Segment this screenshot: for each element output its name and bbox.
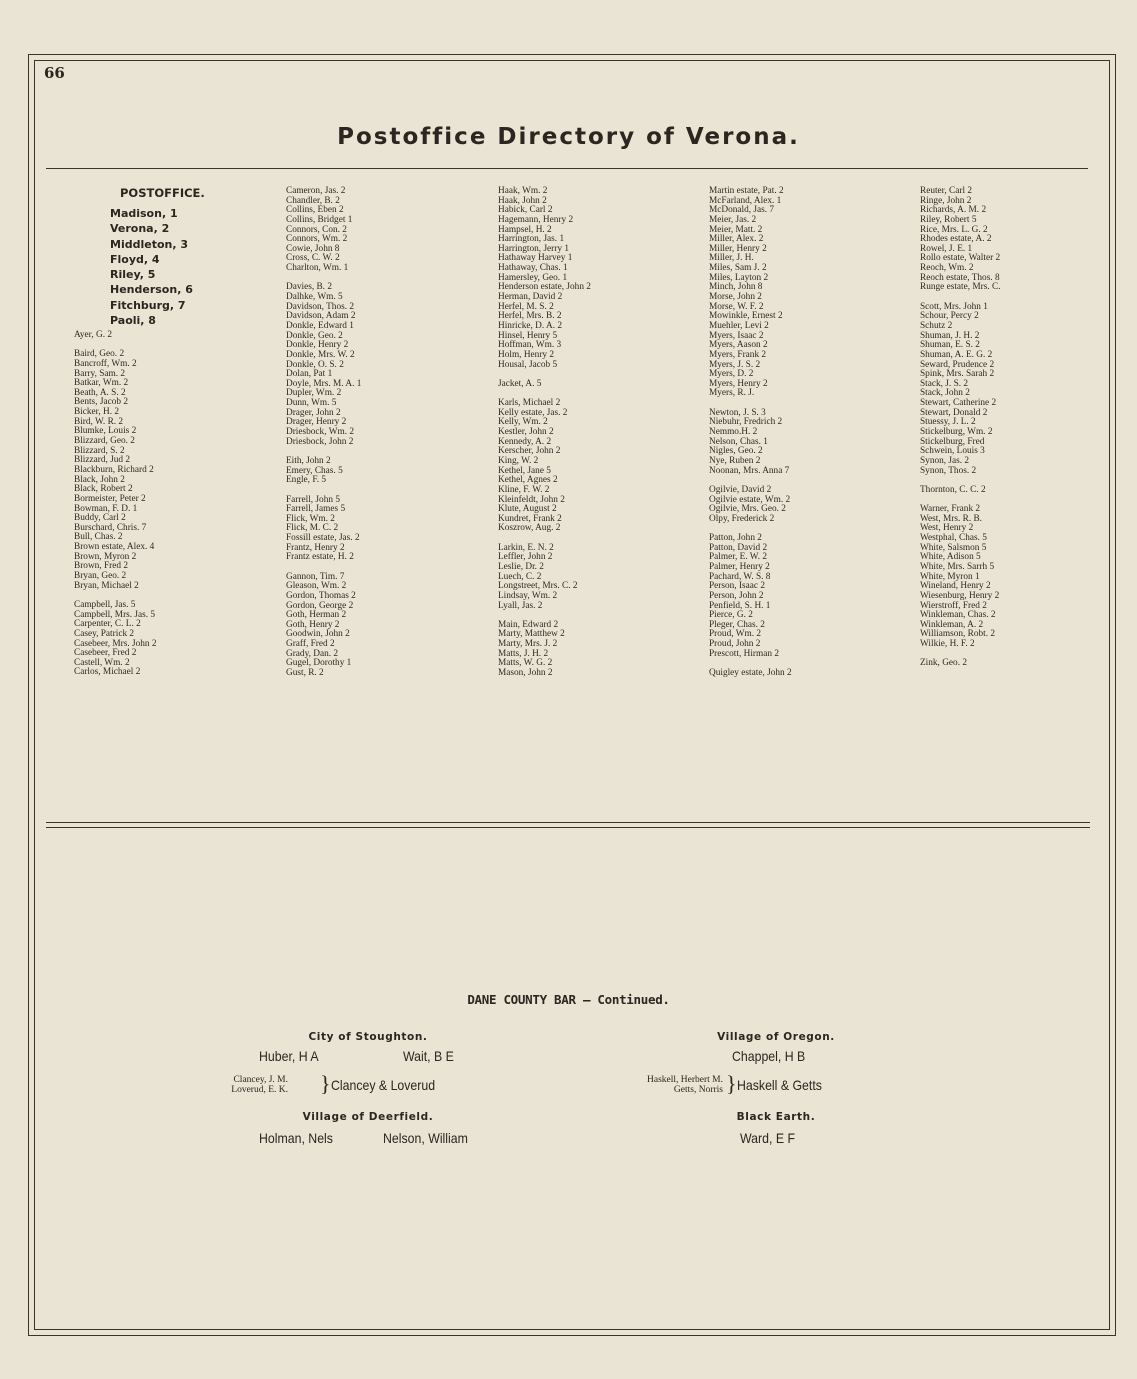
- directory-entry: Drager, Henry 2: [286, 417, 347, 428]
- directory-entry: Rhodes estate, A. 2: [920, 234, 992, 245]
- directory-entry: Stack, John 2: [920, 388, 970, 399]
- directory-entry: Goth, Herman 2: [286, 610, 347, 621]
- brace-icon: }: [320, 1071, 331, 1096]
- directory-entry: Bormeister, Peter 2: [74, 493, 146, 504]
- directory-entry: Davidson, Thos. 2: [286, 301, 355, 312]
- lawyer-huber: Huber, H A: [259, 1048, 319, 1064]
- directory-entry: Schour, Percy 2: [920, 311, 979, 322]
- page-title: Postoffice Directory of Verona.: [337, 124, 800, 150]
- directory-entry: Main, Edward 2: [498, 619, 559, 630]
- directory-entry: Donkle, Mrs. W. 2: [286, 349, 355, 360]
- black-earth-heading: Black Earth.: [736, 1111, 816, 1123]
- directory-entry: Burschard, Chris. 7: [74, 522, 147, 533]
- directory-entry: Donkle, Henry 2: [286, 340, 349, 351]
- directory-column-r-z: [920, 187, 1001, 669]
- directory-entry: Driesbock, John 2: [286, 436, 354, 447]
- directory-entry: Donkle, Edward 1: [286, 320, 354, 331]
- directory-entry: Palmer, E. W. 2: [709, 552, 767, 563]
- directory-entry: Olpy, Frederick 2: [709, 513, 775, 524]
- directory-entry: Housal, Jacob 5: [498, 359, 558, 370]
- directory-entry: Minch, John 8: [709, 282, 763, 293]
- directory-entry: Grady, Dan. 2: [286, 648, 339, 659]
- directory-entry: Rice, Mrs. L. G. 2: [920, 224, 988, 235]
- oregon-heading: Village of Oregon.: [717, 1031, 835, 1043]
- partner-getts: Getts, Norris: [673, 1084, 723, 1095]
- directory-entry: Quigley estate, John 2: [709, 668, 792, 679]
- directory-entry: West, Mrs. R. B.: [920, 513, 983, 524]
- directory-entry: Patton, John 2: [709, 533, 762, 544]
- directory-entry: Charlton, Wm. 1: [286, 263, 349, 274]
- postoffice-item: Floyd, 4: [110, 252, 160, 266]
- directory-entry: Prescott, Hirman 2: [709, 648, 779, 659]
- directory-entry: King, W. 2: [498, 455, 539, 466]
- directory-entry: Hathaway, Chas. 1: [498, 263, 568, 274]
- directory-entry: Morse, W. F. 2: [709, 301, 764, 312]
- directory-entry: Myers, Frank 2: [709, 349, 767, 360]
- directory-entry: Myers, R. J.: [709, 388, 755, 399]
- directory-entry: Rollo estate, Walter 2: [920, 253, 1001, 264]
- postoffice-item: Paoli, 8: [110, 314, 156, 328]
- directory-entry: Pleger, Chas. 2: [709, 619, 765, 630]
- directory-entry: Myers, J. S. 2: [709, 359, 761, 370]
- directory-entry: Leffler, John 2: [498, 552, 553, 563]
- directory-entry: Blizzard, S. 2: [74, 445, 125, 456]
- directory-entry: White, Adison 5: [920, 552, 981, 563]
- directory-entry: Miller, J. H.: [709, 253, 754, 264]
- directory-entry: Frantz, Henry 2: [286, 542, 345, 553]
- directory-entry: Holm, Henry 2: [498, 349, 555, 360]
- directory-entry: Person, John 2: [709, 590, 764, 601]
- directory-entry: Patton, David 2: [709, 542, 768, 553]
- directory-entry: Miles, Layton 2: [709, 272, 769, 283]
- directory-entry: Flick, M. C. 2: [286, 523, 339, 534]
- directory-entry: Winkleman, Chas. 2: [920, 610, 996, 621]
- directory-entry: Zink, Geo. 2: [920, 658, 967, 669]
- directory-entry: Richards, A. M. 2: [920, 205, 987, 216]
- partner-loverud: Loverud, E. K.: [231, 1084, 288, 1095]
- directory-entry: Gleason, Wm. 2: [286, 581, 347, 592]
- directory-entry: Black, John 2: [74, 474, 125, 485]
- directory-entry: Klute, August 2: [498, 504, 557, 515]
- directory-entry: Koszrow, Aug. 2: [498, 523, 561, 534]
- directory-entry: Mowinkle, Ernest 2: [709, 311, 783, 322]
- postoffice-list: [110, 206, 205, 328]
- directory-entry: McFarland, Alex. 1: [709, 195, 782, 206]
- directory-entry: Longstreet, Mrs. C. 2: [498, 581, 578, 592]
- directory-entry: Drager, John 2: [286, 407, 341, 418]
- lawyer-chappel: Chappel, H B: [732, 1048, 806, 1064]
- directory-entry: Nelson, Chas. 1: [709, 436, 768, 447]
- directory-entry: Kelly, Wm. 2: [498, 417, 548, 428]
- title-divider: [46, 168, 1088, 169]
- directory-entry: Pachard, W. S. 8: [709, 571, 771, 582]
- directory-entry: Bryan, Geo. 2: [74, 571, 127, 582]
- directory-entry: Herfel, Mrs. B. 2: [498, 311, 562, 322]
- directory-entry: Graff, Fred 2: [286, 639, 335, 650]
- directory-entry: Batkar, Wm. 2: [74, 378, 129, 389]
- directory-entry: Kline, F. W. 2: [498, 484, 550, 495]
- partner-clancey: Clancey, J. M.: [233, 1075, 288, 1085]
- directory-entry: Wiesenburg, Henry 2: [920, 590, 1000, 601]
- directory-entry: Winkleman, A. 2: [920, 619, 984, 630]
- directory-entry: Nemmo.H. 2: [709, 427, 758, 438]
- directory-entry: Chandler, B. 2: [286, 195, 340, 206]
- directory-entry: Harrington, Jas. 1: [498, 234, 565, 245]
- directory-entry: Myers, D. 2: [709, 369, 754, 380]
- directory-entry: Gust, R. 2: [286, 668, 324, 679]
- directory-entry: Riley, Robert 5: [920, 214, 977, 225]
- directory-entry: Haak, John 2: [498, 195, 547, 206]
- firm-haskell-getts: Haskell & Getts: [737, 1077, 822, 1093]
- directory-entry: Stack, J. S. 2: [920, 378, 969, 389]
- directory-entry: Miller, Alex. 2: [709, 234, 764, 245]
- bar-section-title: DANE COUNTY BAR — Continued.: [467, 992, 670, 1007]
- directory-entry: Connors, Wm. 2: [286, 234, 348, 245]
- directory-entry: Runge estate, Mrs. C.: [920, 282, 1001, 293]
- directory-entry: Barry, Sam. 2: [74, 368, 126, 379]
- directory-entry: Schwein, Louis 3: [920, 446, 985, 457]
- directory-entry: Farrell, James 5: [286, 504, 346, 515]
- directory-entry: Kundret, Frank 2: [498, 513, 562, 524]
- directory-entry: Noonan, Mrs. Anna 7: [709, 465, 790, 476]
- directory-entry: Kleinfeldt, John 2: [498, 494, 565, 505]
- directory-entry: Kestler, John 2: [498, 427, 554, 438]
- directory-entry: Herman, David 2: [498, 292, 563, 303]
- directory-entry: Reuter, Carl 2: [920, 186, 973, 196]
- directory-entry: Miller, Henry 2: [709, 243, 767, 254]
- directory-entry: Haak, Wm. 2: [498, 186, 548, 196]
- directory-entry: Blizzard, Jud 2: [74, 455, 131, 466]
- postoffice-item: Middleton, 3: [110, 237, 189, 251]
- directory-entry: Wierstroff, Fred 2: [920, 600, 987, 611]
- postoffice-item: Fitchburg, 7: [110, 298, 186, 312]
- directory-entry: Casebeer, Fred 2: [74, 648, 137, 659]
- directory-entry: Warner, Frank 2: [920, 504, 981, 515]
- directory-entry: Davies, B. 2: [286, 282, 332, 293]
- directory-entry: Hamersley, Geo. 1: [498, 272, 568, 283]
- directory-entry: Kerscher, John 2: [498, 446, 561, 457]
- directory-entry: Dalhke, Wm. 5: [286, 292, 343, 303]
- directory-entry: White, Myron 1: [920, 571, 980, 582]
- directory-entry: Baird, Geo. 2: [74, 349, 125, 360]
- directory-entry: Palmer, Henry 2: [709, 561, 770, 572]
- directory-entry: Bull, Chas. 2: [74, 532, 123, 543]
- directory-entry: Carpenter, C. L. 2: [74, 619, 141, 630]
- directory-entry: Meier, Matt. 2: [709, 224, 763, 235]
- stoughton-heading: City of Stoughton.: [308, 1031, 428, 1043]
- directory-entry: Goth, Henry 2: [286, 619, 340, 630]
- directory-entry: Muehler, Levi 2: [709, 320, 769, 331]
- directory-entry: Gordon, George 2: [286, 600, 354, 611]
- directory-entry: Campbell, Mrs. Jas. 5: [74, 609, 156, 620]
- directory-entry: Ayer, G. 2: [74, 330, 113, 340]
- directory-entry: Gannon, Tim. 7: [286, 571, 345, 582]
- postoffice-legend: [110, 186, 205, 328]
- directory-entry: Myers, Aason 2: [709, 340, 768, 351]
- directory-entry: Meier, Jas. 2: [709, 214, 757, 225]
- postoffice-item: Riley, 5: [110, 268, 156, 282]
- directory-entry: Donkle, Geo. 2: [286, 330, 343, 341]
- directory-entry: Reoch, Wm. 2: [920, 263, 974, 274]
- directory-entry: Hathaway Harvey 1: [498, 253, 573, 264]
- directory-entry: Ringe, John 2: [920, 195, 972, 206]
- oregon-partners: [643, 1076, 723, 1095]
- directory-entry: Person, Isaac 2: [709, 581, 766, 592]
- directory-entry: Westphal, Chas. 5: [920, 533, 987, 544]
- firm-clancey-loverud: Clancey & Loverud: [331, 1077, 436, 1093]
- directory-entry: Connors, Con. 2: [286, 224, 347, 235]
- directory-column-a-c: [74, 331, 157, 678]
- directory-entry: Davidson, Adam 2: [286, 311, 356, 322]
- directory-entry: Penfield, S. H. 1: [709, 600, 771, 611]
- directory-entry: Emery, Chas. 5: [286, 465, 343, 476]
- directory-entry: Casebeer, Mrs. John 2: [74, 638, 157, 649]
- directory-entry: Hampsel, H. 2: [498, 224, 552, 235]
- directory-entry: West, Henry 2: [920, 523, 974, 534]
- directory-entry: Rowel, J. E. 1: [920, 243, 973, 254]
- postoffice-item: Madison, 1: [110, 207, 178, 220]
- directory-entry: Blumke, Louis 2: [74, 426, 137, 437]
- directory-entry: Spink, Mrs. Sarah 2: [920, 369, 995, 380]
- directory-entry: Miles, Sam J. 2: [709, 263, 767, 274]
- directory-entry: Morse, John 2: [709, 292, 762, 303]
- directory-entry: Newton, J. S. 3: [709, 407, 766, 418]
- directory-entry: Niebuhr, Fredrich 2: [709, 417, 783, 428]
- directory-entry: Kethel, Agnes 2: [498, 475, 558, 486]
- directory-entry: Stuessy, J. L. 2: [920, 417, 976, 428]
- directory-entry: Donkle, O. S. 2: [286, 359, 344, 370]
- directory-entry: Dunn, Wm. 5: [286, 398, 337, 409]
- partner-haskell: Haskell, Herbert M.: [647, 1075, 723, 1085]
- directory-entry: Nigles, Geo. 2: [709, 446, 763, 457]
- directory-entry: Cameron, Jas. 2: [286, 186, 346, 196]
- directory-entry: Proud, Wm. 2: [709, 629, 761, 640]
- directory-entry: Matts, J. H. 2: [498, 648, 549, 659]
- lawyer-nelson: Nelson, William: [383, 1130, 468, 1146]
- directory-entry: Ogilvie estate, Wm. 2: [709, 494, 791, 505]
- directory-entry: Karls, Michael 2: [498, 398, 561, 409]
- directory-entry: Wineland, Henry 2: [920, 581, 991, 592]
- page-number: 66: [44, 64, 65, 82]
- directory-entry: Frantz estate, H. 2: [286, 552, 354, 563]
- directory-entry: Larkin, E. N. 2: [498, 542, 554, 553]
- directory-entry: Cowie, John 8: [286, 243, 340, 254]
- directory-entry: Myers, Henry 2: [709, 378, 768, 389]
- directory-entry: Luech, C. 2: [498, 571, 542, 582]
- directory-entry: Stewart, Donald 2: [920, 407, 988, 418]
- directory-entry: Hinricke, D. A. 2: [498, 320, 563, 331]
- deerfield-heading: Village of Deerfield.: [302, 1111, 434, 1123]
- directory-entry: Henderson estate, John 2: [498, 282, 591, 293]
- directory-entry: Shuman, J. H. 2: [920, 330, 980, 341]
- directory-entry: Williamson, Robt. 2: [920, 629, 996, 640]
- directory-column-c-g: [286, 187, 361, 679]
- directory-entry: Cross, C. W. 2: [286, 253, 340, 264]
- directory-entry: Bryan, Michael 2: [74, 580, 139, 591]
- directory-entry: Brown, Fred 2: [74, 561, 128, 572]
- directory-entry: Reoch estate, Thos. 8: [920, 272, 1000, 283]
- directory-entry: Blizzard, Geo. 2: [74, 436, 135, 447]
- lawyer-ward: Ward, E F: [740, 1130, 795, 1146]
- directory-entry: Synon, Thos. 2: [920, 465, 977, 476]
- directory-entry: Flick, Wm. 2: [286, 513, 335, 524]
- directory-entry: Gordon, Thomas 2: [286, 590, 356, 601]
- directory-entry: Harrington, Jerry 1: [498, 243, 569, 254]
- directory-entry: Engle, F. 5: [286, 475, 327, 486]
- directory-entry: Synon, Jas. 2: [920, 455, 970, 466]
- directory-entry: Doyle, Mrs. M. A. 1: [286, 378, 362, 389]
- directory-entry: Driesbock, Wm. 2: [286, 427, 354, 438]
- directory-entry: Stickelburg, Fred: [920, 436, 985, 447]
- directory-entry: Collins, Bridget 1: [286, 214, 353, 225]
- directory-entry: Shuman, A. E. G. 2: [920, 349, 993, 360]
- lawyer-holman: Holman, Nels: [259, 1130, 333, 1146]
- directory-entry: Martin estate, Pat. 2: [709, 186, 784, 196]
- postoffice-item: Verona, 2: [110, 222, 170, 236]
- directory-column-h-m: [498, 187, 591, 679]
- directory-entry: Leslie, Dr. 2: [498, 561, 544, 572]
- directory-entry: Hoffman, Wm. 3: [498, 340, 562, 351]
- directory-entry: Hinsel, Henry 5: [498, 330, 558, 341]
- directory-entry: Wilkie, H. F. 2: [920, 639, 975, 650]
- directory-entry: Buddy, Carl 2: [74, 513, 126, 524]
- directory-entry: Matts, W. G. 2: [498, 658, 553, 669]
- directory-entry: Eith, John 2: [286, 455, 331, 466]
- directory-entry: Beath, A. S. 2: [74, 387, 126, 398]
- directory-entry: Brown, Myron 2: [74, 551, 137, 562]
- directory-entry: Black, Robert 2: [74, 484, 133, 495]
- postoffice-heading: POSTOFFICE.: [120, 186, 205, 200]
- directory-entry: Proud, John 2: [709, 639, 761, 650]
- directory-entry: Gugel, Dorothy 1: [286, 658, 352, 669]
- directory-entry: Collins, Eben 2: [286, 205, 344, 216]
- directory-entry: Dupler, Wm. 2: [286, 388, 342, 399]
- section-divider-bottom: [46, 827, 1090, 828]
- directory-entry: White, Salsmon 5: [920, 542, 987, 553]
- directory-entry: Pierce, G. 2: [709, 610, 753, 621]
- directory-entry: Lindsay, Wm. 2: [498, 590, 558, 601]
- directory-entry: Hagemann, Henry 2: [498, 214, 574, 225]
- directory-entry: Schutz 2: [920, 320, 953, 331]
- directory-entry: Seward, Prudence 2: [920, 359, 995, 370]
- directory-entry: Casey, Patrick 2: [74, 628, 135, 639]
- directory-entry: Thornton, C. C. 2: [920, 484, 986, 495]
- directory-entry: Kethel, Jane 5: [498, 465, 551, 476]
- postoffice-item: Henderson, 6: [110, 283, 193, 297]
- directory-entry: Castell, Wm. 2: [74, 657, 130, 668]
- directory-entry: Bird, W. R. 2: [74, 416, 124, 427]
- directory-entry: Fossill estate, Jas. 2: [286, 533, 360, 544]
- directory-entry: Bents, Jacob 2: [74, 397, 128, 408]
- directory-entry: Goodwin, John 2: [286, 629, 350, 640]
- directory-entry: Bicker, H. 2: [74, 407, 120, 418]
- directory-entry: Shuman, E. S. 2: [920, 340, 980, 351]
- directory-entry: Stickelburg, Wm. 2: [920, 427, 993, 438]
- directory-entry: Blackburn, Richard 2: [74, 464, 154, 475]
- directory-entry: Mason, John 2: [498, 668, 553, 679]
- directory-entry: Scott, Mrs. John 1: [920, 301, 988, 312]
- directory-entry: McDonald, Jas. 7: [709, 205, 775, 216]
- directory-entry: Dolan, Pat 1: [286, 369, 333, 380]
- directory-entry: Marty, Mrs. J. 2: [498, 639, 558, 650]
- directory-entry: Bancroff, Wm. 2: [74, 358, 137, 369]
- directory-column-m-q: [709, 187, 792, 679]
- directory-entry: Carlos, Michael 2: [74, 667, 141, 678]
- directory-entry: Bowman, F. D. 1: [74, 503, 138, 514]
- directory-entry: Lyall, Jas. 2: [498, 600, 543, 611]
- directory-entry: Myers, Isaac 2: [709, 330, 764, 341]
- brace-icon: }: [726, 1071, 737, 1096]
- directory-entry: Campbell, Jas. 5: [74, 599, 136, 610]
- directory-entry: Stewart, Catherine 2: [920, 398, 997, 409]
- directory-entry: Herfel, M. S. 2: [498, 301, 554, 312]
- lawyer-wait: Wait, B E: [403, 1048, 454, 1064]
- directory-entry: Jacket, A. 5: [498, 378, 542, 389]
- directory-entry: Marty, Matthew 2: [498, 629, 565, 640]
- stoughton-partners: [208, 1076, 288, 1095]
- directory-entry: Habick, Carl 2: [498, 205, 553, 216]
- directory-entry: Kelly estate, Jas. 2: [498, 407, 568, 418]
- directory-entry: Kennedy, A. 2: [498, 436, 552, 447]
- section-divider-top: [46, 822, 1090, 823]
- directory-entry: Ogilvie, Mrs. Geo. 2: [709, 504, 786, 515]
- directory-entry: Ogilvie, David 2: [709, 484, 772, 495]
- directory-entry: Brown estate, Alex. 4: [74, 542, 155, 553]
- directory-entry: White, Mrs. Sarrh 5: [920, 561, 995, 572]
- directory-entry: Farrell, John 5: [286, 494, 340, 505]
- directory-entry: Nye, Ruben 2: [709, 455, 761, 466]
